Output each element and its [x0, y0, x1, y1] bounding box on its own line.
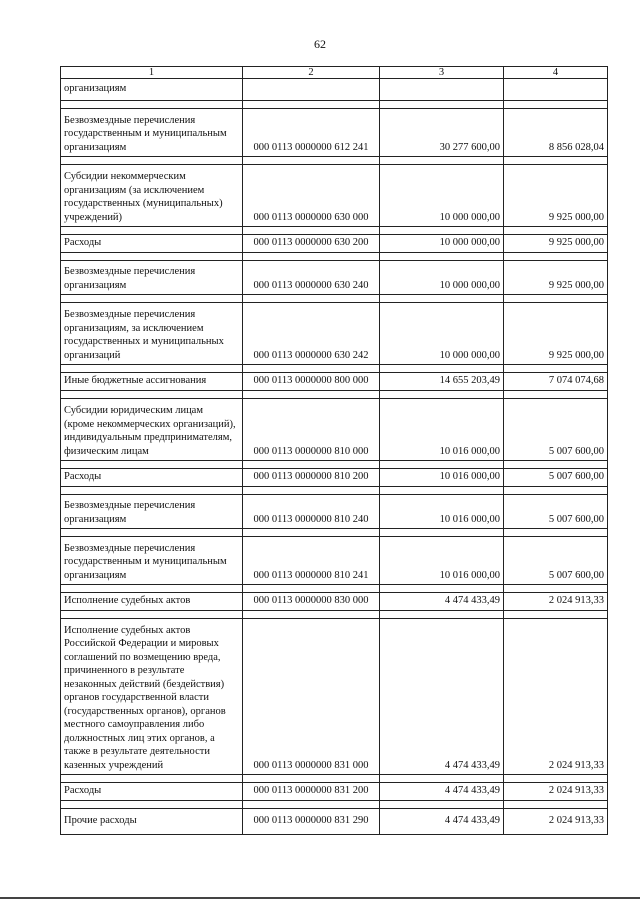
row-value-col4-cell: 2 024 913,33 [504, 619, 608, 775]
column-header-4: 4 [504, 67, 608, 79]
spacer-cell [380, 365, 504, 373]
spacer-cell [380, 101, 504, 109]
row-value-col4-cell: 5 007 600,00 [504, 495, 608, 529]
table-row [61, 593, 608, 611]
row-spacer [61, 461, 608, 469]
table-row [61, 537, 608, 585]
page-bottom-rule [0, 897, 640, 899]
spacer-cell [243, 775, 380, 783]
row-value-col3-cell: 10 016 000,00 [380, 537, 504, 585]
row-code-cell: 000 0113 0000000 810 000 [243, 399, 380, 461]
table-row [61, 373, 608, 391]
spacer-cell [380, 775, 504, 783]
spacer-cell [504, 775, 608, 783]
row-spacer [61, 365, 608, 373]
row-spacer [61, 801, 608, 809]
row-name-cell: Субсидии юридическим лицам (кроме некоммерческих организаций), индивидуальным предпринимателям, физическим лицам [61, 399, 243, 461]
spacer-cell [61, 801, 243, 809]
spacer-cell [243, 391, 380, 399]
spacer-cell [61, 461, 243, 469]
row-code-cell: 000 0113 0000000 630 240 [243, 261, 380, 295]
row-spacer [61, 157, 608, 165]
table-row [61, 619, 608, 775]
spacer-cell [504, 295, 608, 303]
spacer-cell [61, 487, 243, 495]
row-name-cell: Безвозмездные перечисления организациям [61, 495, 243, 529]
row-spacer [61, 585, 608, 593]
spacer-cell [504, 391, 608, 399]
spacer-cell [504, 101, 608, 109]
spacer-cell [243, 101, 380, 109]
table-row [61, 261, 608, 295]
spacer-cell [504, 253, 608, 261]
row-value-col4-cell: 5 007 600,00 [504, 469, 608, 487]
spacer-cell [504, 157, 608, 165]
spacer-cell [243, 253, 380, 261]
column-header-2: 2 [243, 67, 380, 79]
row-name-cell: Исполнение судебных актов [61, 593, 243, 611]
row-value-col3-cell: 4 474 433,49 [380, 783, 504, 801]
row-name-cell: Исполнение судебных актов Российской Федерации и мировых соглашений по возмещению вреда, причиненного в результате незаконных действий (бездействия) органов государственной власти (государственных органов), органов местного самоуправления либо должностных лиц этих органов, а также в результате деятельности казенных учреждений [61, 619, 243, 775]
row-spacer [61, 529, 608, 537]
row-code-cell: 000 0113 0000000 810 241 [243, 537, 380, 585]
spacer-cell [61, 101, 243, 109]
row-value-col3-cell: 10 000 000,00 [380, 261, 504, 295]
table-row [61, 109, 608, 157]
spacer-cell [61, 253, 243, 261]
spacer-cell [504, 227, 608, 235]
row-value-col3-cell: 14 655 203,49 [380, 373, 504, 391]
spacer-cell [243, 585, 380, 593]
row-value-col4-cell: 8 856 028,04 [504, 109, 608, 157]
spacer-cell [380, 611, 504, 619]
spacer-cell [61, 227, 243, 235]
spacer-cell [380, 227, 504, 235]
spacer-cell [380, 801, 504, 809]
table-row [61, 79, 608, 101]
row-name-cell: Безвозмездные перечисления организациям [61, 261, 243, 295]
row-value-col3-cell: 4 474 433,49 [380, 619, 504, 775]
spacer-cell [61, 391, 243, 399]
column-header-3: 3 [380, 67, 504, 79]
row-value-col3-cell: 10 000 000,00 [380, 165, 504, 227]
spacer-cell [380, 529, 504, 537]
row-name-cell: Безвозмездные перечисления организациям, за исключением государственных и муниципальных организаций [61, 303, 243, 365]
row-value-col3-cell: 30 277 600,00 [380, 109, 504, 157]
row-value-col3-cell: 4 474 433,49 [380, 809, 504, 835]
table-row [61, 469, 608, 487]
spacer-cell [243, 157, 380, 165]
row-value-col3-cell: 4 474 433,49 [380, 593, 504, 611]
row-code-cell: 000 0113 0000000 630 000 [243, 165, 380, 227]
spacer-cell [61, 611, 243, 619]
row-name-cell: Расходы [61, 469, 243, 487]
spacer-cell [61, 585, 243, 593]
spacer-cell [243, 487, 380, 495]
spacer-cell [61, 157, 243, 165]
spacer-cell [61, 365, 243, 373]
row-code-cell: 000 0113 0000000 831 200 [243, 783, 380, 801]
row-name-cell: Безвозмездные перечисления государственным и муниципальным организациям [61, 109, 243, 157]
table-row [61, 495, 608, 529]
row-value-col4-cell: 2 024 913,33 [504, 783, 608, 801]
spacer-cell [380, 157, 504, 165]
spacer-cell [504, 529, 608, 537]
row-value-col3-cell [380, 79, 504, 101]
spacer-cell [380, 585, 504, 593]
spacer-cell [243, 529, 380, 537]
spacer-cell [380, 253, 504, 261]
row-spacer [61, 487, 608, 495]
row-value-col4-cell: 9 925 000,00 [504, 303, 608, 365]
row-spacer [61, 227, 608, 235]
row-code-cell: 000 0113 0000000 630 200 [243, 235, 380, 253]
spacer-cell [380, 295, 504, 303]
row-name-cell: Расходы [61, 783, 243, 801]
row-value-col4-cell: 2 024 913,33 [504, 593, 608, 611]
spacer-cell [243, 365, 380, 373]
spacer-cell [380, 487, 504, 495]
spacer-cell [61, 775, 243, 783]
budget-table [60, 66, 608, 835]
table-header-row [61, 67, 608, 79]
spacer-cell [504, 365, 608, 373]
spacer-cell [243, 295, 380, 303]
row-name-cell: организациям [61, 79, 243, 101]
row-value-col4-cell [504, 79, 608, 101]
spacer-cell [380, 391, 504, 399]
row-name-cell: Расходы [61, 235, 243, 253]
row-spacer [61, 775, 608, 783]
row-spacer [61, 611, 608, 619]
row-code-cell: 000 0113 0000000 630 242 [243, 303, 380, 365]
row-value-col4-cell: 7 074 074,68 [504, 373, 608, 391]
row-value-col4-cell: 5 007 600,00 [504, 537, 608, 585]
row-code-cell: 000 0113 0000000 810 200 [243, 469, 380, 487]
row-name-cell: Безвозмездные перечисления государственным и муниципальным организациям [61, 537, 243, 585]
row-code-cell: 000 0113 0000000 800 000 [243, 373, 380, 391]
spacer-cell [504, 801, 608, 809]
table-row [61, 165, 608, 227]
row-code-cell: 000 0113 0000000 830 000 [243, 593, 380, 611]
row-code-cell [243, 79, 380, 101]
spacer-cell [61, 295, 243, 303]
spacer-cell [504, 487, 608, 495]
row-value-col3-cell: 10 016 000,00 [380, 495, 504, 529]
row-value-col4-cell: 9 925 000,00 [504, 165, 608, 227]
row-code-cell: 000 0113 0000000 831 290 [243, 809, 380, 835]
table-body [61, 67, 608, 835]
row-name-cell: Субсидии некоммерческим организациям (за исключением государственных (муниципальных) учреждений) [61, 165, 243, 227]
spacer-cell [243, 611, 380, 619]
spacer-cell [243, 227, 380, 235]
row-spacer [61, 391, 608, 399]
row-value-col4-cell: 5 007 600,00 [504, 399, 608, 461]
table-row [61, 809, 608, 835]
spacer-cell [61, 529, 243, 537]
spacer-cell [504, 611, 608, 619]
row-value-col3-cell: 10 000 000,00 [380, 303, 504, 365]
row-spacer [61, 253, 608, 261]
page-number: 62 [314, 37, 326, 51]
row-code-cell: 000 0113 0000000 612 241 [243, 109, 380, 157]
row-code-cell: 000 0113 0000000 831 000 [243, 619, 380, 775]
row-value-col4-cell: 2 024 913,33 [504, 809, 608, 835]
row-value-col4-cell: 9 925 000,00 [504, 235, 608, 253]
row-value-col3-cell: 10 000 000,00 [380, 235, 504, 253]
row-spacer [61, 101, 608, 109]
table-row [61, 235, 608, 253]
spacer-cell [243, 801, 380, 809]
row-spacer [61, 295, 608, 303]
row-value-col3-cell: 10 016 000,00 [380, 469, 504, 487]
column-header-1: 1 [61, 67, 243, 79]
table-row [61, 303, 608, 365]
spacer-cell [243, 461, 380, 469]
table-row [61, 783, 608, 801]
spacer-cell [504, 585, 608, 593]
table-row [61, 399, 608, 461]
row-name-cell: Иные бюджетные ассигнования [61, 373, 243, 391]
row-name-cell: Прочие расходы [61, 809, 243, 835]
row-value-col3-cell: 10 016 000,00 [380, 399, 504, 461]
spacer-cell [380, 461, 504, 469]
row-code-cell: 000 0113 0000000 810 240 [243, 495, 380, 529]
spacer-cell [504, 461, 608, 469]
row-value-col4-cell: 9 925 000,00 [504, 261, 608, 295]
